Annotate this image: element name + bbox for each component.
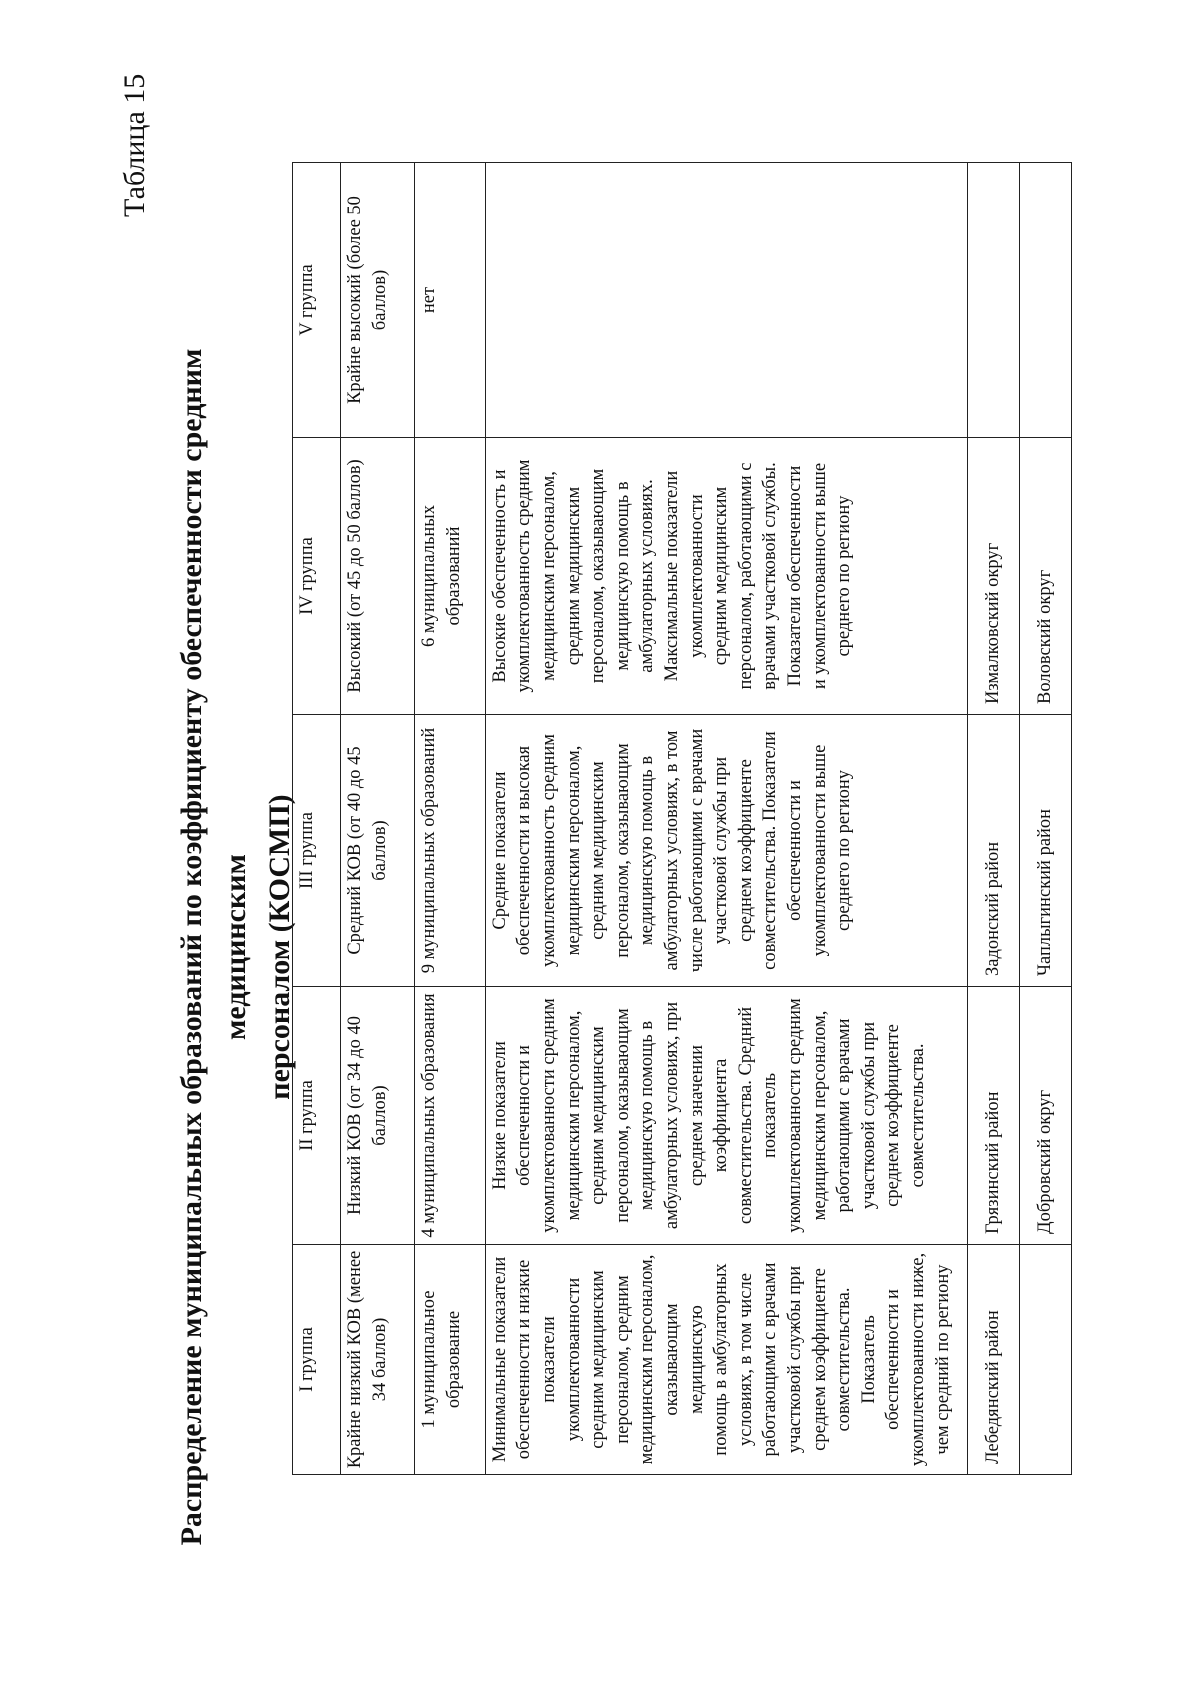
- description-cell-1: [485, 1245, 967, 1475]
- description-line: Высокие обеспеченность и: [489, 469, 510, 683]
- description-line: среднем значении: [686, 1044, 707, 1187]
- level-cell-5: [340, 163, 415, 438]
- municipality-cell-5: [1019, 163, 1071, 438]
- description-row: [485, 163, 967, 1475]
- description-line: чем средний по региону: [932, 1264, 953, 1455]
- header-row: [293, 163, 341, 1475]
- municipality-text: Задонский район: [983, 841, 1004, 976]
- count-cell-1: [415, 1245, 485, 1475]
- description-line: укомплектованности выше: [809, 744, 830, 957]
- description-line: участковой службы при: [711, 756, 732, 945]
- level-line: баллов): [369, 820, 390, 881]
- level-row: [340, 163, 415, 1475]
- municipality-cell-1: [1019, 1245, 1071, 1475]
- level-line: Низкий КОВ (от 34 до 40: [344, 1016, 365, 1215]
- group-header-text: I группа: [297, 1327, 317, 1392]
- description-line: средним медицинским: [588, 1026, 609, 1205]
- group-header-text: V группа: [297, 264, 317, 336]
- description-line: медицинскую помощь в: [612, 481, 633, 671]
- description-line: совместительства. Показатели: [760, 731, 781, 970]
- description-line: коэффициента: [711, 1058, 732, 1173]
- description-line: показатель: [760, 1072, 781, 1159]
- count-line: образование: [444, 1310, 465, 1409]
- description-line: медицинским персоналом,: [637, 1254, 658, 1465]
- description-line: обеспеченности и: [784, 780, 805, 921]
- description-line: числе работающими с врачами: [686, 728, 707, 973]
- level-cell-4: [340, 438, 415, 715]
- group-header-cell-2: [293, 987, 341, 1245]
- description-line: укомплектованности средним: [539, 998, 560, 1233]
- description-line: медицинским персоналом,: [809, 1010, 830, 1221]
- description-line: укомплектованности: [686, 494, 707, 658]
- description-line: условиях, в том числе: [735, 1273, 756, 1446]
- description-line: амбулаторных условиях.: [637, 479, 658, 673]
- municipality-cell-1: [967, 1245, 1019, 1475]
- level-cell-1: [340, 1245, 415, 1475]
- group-header-cell-3: [293, 715, 341, 987]
- count-line: 9 муниципальных образований: [419, 727, 440, 974]
- count-cell-2: [415, 987, 485, 1245]
- description-line: укомплектованности ниже,: [907, 1252, 928, 1467]
- group-header-text: III группа: [297, 812, 317, 889]
- municipality-row: [967, 163, 1019, 1475]
- description-line: обеспеченности и: [514, 1045, 535, 1186]
- municipality-text: Измалковский округ: [983, 542, 1004, 704]
- description-line: обеспеченности и низкие: [514, 1259, 535, 1460]
- description-line: амбулаторных условиях, в том: [662, 730, 683, 971]
- description-line: участковой службы при: [858, 1021, 879, 1210]
- municipality-cell-5: [967, 163, 1019, 438]
- count-line: 6 муниципальных: [419, 505, 440, 647]
- description-cell-4: [485, 438, 967, 715]
- level-line: баллов): [369, 1085, 390, 1146]
- description-line: среднего по региону: [834, 495, 855, 657]
- description-line: средним медицинским: [563, 486, 584, 666]
- group-header-text: II группа: [297, 1080, 317, 1151]
- document-title: [170, 297, 302, 1597]
- count-line: 4 муниципальных образования: [419, 993, 440, 1238]
- description-line: совместительства.: [907, 1043, 928, 1188]
- municipality-cell-2: [967, 987, 1019, 1245]
- level-line: Крайне высокий (более 50: [344, 196, 365, 404]
- description-line: оказывающим медицинскую: [662, 1303, 707, 1416]
- description-line: персоналом, оказывающим: [612, 1008, 633, 1223]
- description-line: Минимальные показатели: [489, 1256, 510, 1463]
- description-line: помощь в амбулаторных: [711, 1263, 732, 1456]
- description-line: медицинским персоналом,: [563, 1010, 584, 1221]
- level-cell-3: [340, 715, 415, 987]
- table-caption: Таблица 15: [118, 73, 151, 217]
- count-line: 1 муниципальное: [419, 1290, 440, 1429]
- description-line: укомплектованности: [563, 1277, 584, 1442]
- description-line: медицинским персоналом,: [563, 745, 584, 956]
- description-cell-2: [485, 987, 967, 1245]
- description-cell-3: [485, 715, 967, 987]
- description-line: среднем коэффициенте: [809, 1268, 830, 1451]
- description-line: Показатели обеспеченности: [784, 465, 805, 687]
- description-line: Средние показатели: [489, 771, 510, 930]
- level-line: Средний КОВ (от 40 до 45: [344, 746, 365, 955]
- count-line: образований: [444, 526, 465, 626]
- distribution-table: [292, 162, 1072, 1475]
- count-cell-3: [415, 715, 485, 987]
- description-line: медицинским персоналом,: [539, 471, 560, 681]
- group-header-cell-5: [293, 163, 341, 438]
- count-cell-5: [415, 163, 485, 438]
- level-line: баллов): [369, 269, 390, 331]
- level-line: Высокий (от 45 до 50 баллов): [344, 459, 365, 693]
- description-line: среднего по региону: [834, 769, 855, 932]
- description-line: укомплектованность средним: [539, 734, 560, 968]
- description-line: укомплектованности средним: [784, 998, 805, 1233]
- description-line: среднем коэффициенте: [883, 1024, 904, 1207]
- description-cell-5: [485, 163, 967, 438]
- title-line-2: персоналом (КОСМП): [263, 794, 296, 1100]
- description-line: персоналом, оказывающим: [588, 468, 609, 684]
- municipality-cell-2: [1019, 987, 1071, 1245]
- group-header-cell-4: [293, 438, 341, 715]
- description-line: персоналом, средним: [612, 1275, 633, 1444]
- description-line: участковой службы при: [784, 1265, 805, 1454]
- level-line: 34 баллов): [369, 1317, 390, 1402]
- description-line: совместительства. Средний: [735, 1006, 756, 1225]
- municipality-text: Лебедянский район: [983, 1310, 1004, 1464]
- description-line: Максимальные показатели: [662, 470, 683, 682]
- description-line: среднем коэффициенте: [735, 759, 756, 942]
- description-line: работающими с врачами: [834, 1018, 855, 1213]
- description-line: медицинскую помощь в: [637, 755, 658, 946]
- group-header-cell-1: [293, 1245, 341, 1475]
- description-line: средним медицинским: [588, 1270, 609, 1449]
- description-line: укомплектованность средним: [514, 459, 535, 693]
- municipality-text: Добровский округ: [1035, 1089, 1056, 1234]
- group-header-text: IV группа: [297, 537, 317, 615]
- description-line: амбулаторных условиях, при: [662, 1001, 683, 1230]
- description-line: средним медицинским: [711, 486, 732, 666]
- description-line: медицинскую помощь в: [637, 1020, 658, 1211]
- municipality-text: Грязинский район: [983, 1091, 1004, 1234]
- municipality-cell-4: [1019, 438, 1071, 715]
- municipality-cell-4: [967, 438, 1019, 715]
- description-line: Низкие показатели: [489, 1041, 510, 1190]
- description-line: показатели: [539, 1316, 560, 1403]
- municipality-cell-3: [1019, 715, 1071, 987]
- description-line: обеспеченности и высокая: [514, 745, 535, 956]
- count-line: нет: [419, 286, 440, 314]
- municipality-text: Чаплыгинский район: [1035, 808, 1056, 976]
- description-line: Показатель обеспеченности и: [858, 1289, 904, 1430]
- description-line: персоналом, оказывающим: [612, 743, 633, 958]
- municipality-cell-3: [967, 715, 1019, 987]
- municipality-text: Воловский округ: [1035, 569, 1056, 704]
- count-row: [415, 163, 485, 1475]
- description-line: совместительства.: [834, 1287, 855, 1432]
- municipality-row: [1019, 163, 1071, 1475]
- description-line: работающими с врачами: [760, 1262, 781, 1457]
- description-line: и укомплектованности выше: [809, 462, 830, 690]
- level-line: Крайне низкий КОВ (менее: [344, 1250, 365, 1469]
- title-line-1: Распределение муниципальных образований по коэффициенту обеспеченности средним медицинским: [175, 348, 252, 1546]
- level-cell-2: [340, 987, 415, 1245]
- description-line: персоналом, работающими с: [735, 462, 756, 690]
- description-line: средним медицинским: [588, 761, 609, 940]
- description-line: врачами участковой службы.: [760, 462, 781, 690]
- count-cell-4: [415, 438, 485, 715]
